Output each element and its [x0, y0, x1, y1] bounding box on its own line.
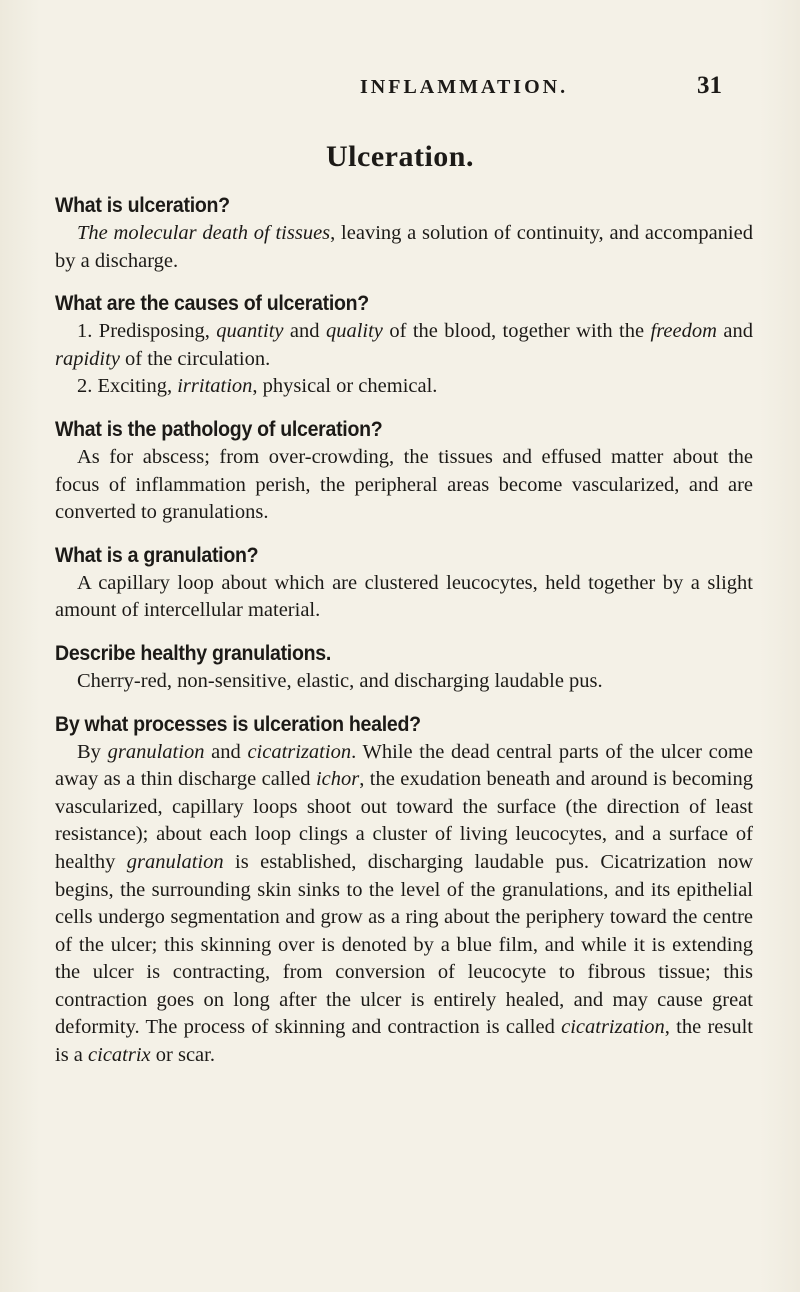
answer	[55, 220, 753, 275]
italic-term: rapidity	[55, 347, 120, 370]
text-run: Cherry-red, non-sensitive, elastic, and discharging laudable pus.	[77, 669, 603, 692]
text-run: A capillary loop about which are clustered leucocytes, held together by a slight amount of intercellular material.	[55, 571, 753, 622]
qa-item	[55, 416, 753, 527]
text-run: and	[716, 320, 753, 343]
running-title: INFLAMMATION.	[360, 76, 569, 98]
text-run: and	[283, 320, 326, 343]
italic-term: quantity	[216, 320, 284, 343]
text-run: or scar.	[150, 1044, 215, 1067]
answer-paragraph	[55, 318, 753, 373]
answer-paragraph	[55, 444, 753, 527]
italic-term: freedom	[650, 320, 717, 343]
text-run: By	[77, 740, 108, 763]
italic-term: cicatrization	[561, 1016, 665, 1039]
italic-term: cicatrix	[88, 1044, 151, 1067]
text-run: is established, discharging laudable pus. Cicatrization now begins, the surrounding skin sinks to the level of the granulations, and its epithelial cells undergo segmentation and grow as a ring about the periphery toward the centre of the ulcer; this skinning over is denoted by a blue film, and while it is extending the ulcer is contracting, from conversion of leucocyte to fibrous tissue; this contraction goes on long after the ulcer is entirely healed, and may cause great deformity. The process of skinning and contraction is called	[55, 850, 753, 1039]
qa-item	[55, 640, 753, 696]
question: Describe healthy granulations.	[55, 641, 331, 665]
italic-term: granulation	[107, 740, 205, 763]
text-run: 1. Predisposing,	[77, 320, 217, 343]
italic-term: quality	[325, 320, 383, 343]
question: By what processes is ulceration healed?	[55, 712, 421, 736]
question: What is a granulation?	[55, 543, 259, 567]
question: What are the causes of ulceration?	[55, 292, 369, 316]
answer-paragraph	[55, 373, 753, 401]
qa-item	[55, 192, 753, 275]
question: What is ulceration?	[55, 194, 230, 217]
text-run: and	[204, 740, 248, 763]
italic-term: The molecular death of tissues	[77, 222, 331, 244]
text-run: . While the dead central parts of the ulcer come away as a thin discharge called	[55, 740, 753, 791]
text-run: of the blood, together with the	[382, 320, 651, 343]
answer	[55, 570, 753, 625]
text-run: , physical or chemical.	[252, 375, 438, 398]
qa-item	[55, 290, 753, 401]
text-run: , the exudation beneath and around is becoming vascularized, capillary loops shoot out toward the surface (the direction of least resistance); about each loop clings a cluster of living leucocytes, and a surface of healthy	[55, 768, 753, 873]
answer-paragraph	[55, 739, 753, 1070]
section-title: Ulceration.	[326, 140, 474, 173]
answer	[55, 668, 753, 696]
text-run: , the result is a	[55, 1016, 753, 1067]
italic-term: granulation	[126, 850, 224, 873]
answer-paragraph	[55, 570, 753, 625]
answer	[55, 739, 753, 1070]
answer	[55, 444, 753, 527]
answer-paragraph	[55, 220, 753, 275]
text-run: As for abscess; from over-crowding, the tissues and effused matter about the focus of inflammation perish, the peripheral areas become vascularized, and are converted to granulations.	[55, 445, 753, 524]
answer-paragraph	[55, 668, 753, 696]
text-run: 2. Exciting,	[77, 375, 178, 398]
text-run: of the circulation.	[119, 347, 271, 370]
question: What is the pathology of ulceration?	[55, 417, 383, 441]
answer	[55, 318, 753, 401]
qa-content	[55, 192, 753, 1085]
italic-term: ichor	[315, 768, 360, 791]
running-head	[0, 72, 800, 106]
page-number: 31	[697, 72, 722, 99]
qa-item	[55, 711, 753, 1070]
italic-term: cicatrization	[247, 740, 352, 763]
italic-term: irritation	[177, 375, 253, 398]
text-run: , leaving a solution of continuity, and accompanied by a discharge.	[55, 222, 753, 272]
qa-item	[55, 542, 753, 625]
